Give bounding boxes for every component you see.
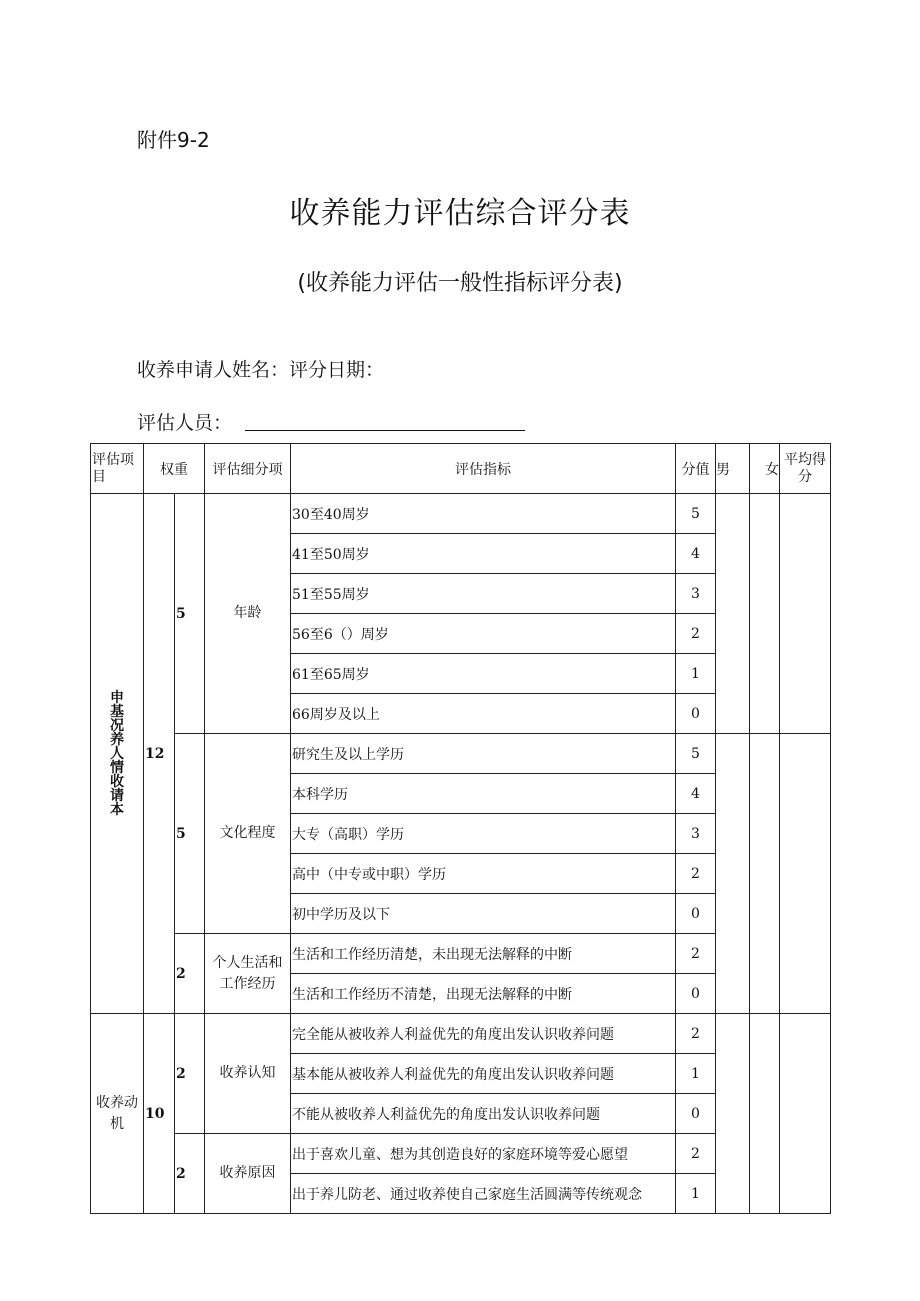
indicator-cell: 30至40周岁 — [291, 494, 676, 534]
header-weight: 权重 — [144, 444, 205, 494]
vertical-char: 情 — [110, 759, 124, 776]
score-cell: 4 — [676, 534, 716, 574]
indicator-cell: 研究生及以上学历 — [291, 734, 676, 774]
indicator-cell: 61至65周岁 — [291, 654, 676, 694]
vertical-char: 况 — [110, 717, 124, 734]
score-cell: 2 — [676, 1014, 716, 1054]
subitem-weight: 2 — [175, 1134, 205, 1214]
header-average: 平均得分 — [780, 444, 831, 494]
subitem-name: 文化程度 — [205, 734, 291, 934]
indicator-cell: 本科学历 — [291, 774, 676, 814]
indicator-cell: 51至55周岁 — [291, 574, 676, 614]
score-cell: 2 — [676, 854, 716, 894]
subitem-name: 收养认知 — [205, 1014, 291, 1134]
vertical-char: 养 — [110, 731, 124, 748]
vertical-char: 基 — [110, 703, 124, 720]
vertical-char: 人 — [110, 745, 124, 762]
group-label-line: 收养动 — [96, 1094, 138, 1111]
indicator-cell: 41至50周岁 — [291, 534, 676, 574]
group-label-line: 机 — [110, 1115, 124, 1132]
female-cell — [750, 734, 780, 1014]
subitem-name: 年龄 — [205, 494, 291, 734]
score-cell: 1 — [676, 1054, 716, 1094]
score-cell: 0 — [676, 1094, 716, 1134]
indicator-cell: 生活和工作经历不清楚，出现无法解释的中断 — [291, 974, 676, 1014]
indicator-cell: 出于喜欢儿童、想为其创造良好的家庭环境等爱心愿望 — [291, 1134, 676, 1174]
average-cell — [780, 734, 831, 1014]
header-indicator: 评估指标 — [291, 444, 676, 494]
header-item: 评估项目 — [91, 444, 144, 494]
score-cell: 4 — [676, 774, 716, 814]
indicator-cell: 基本能从被收养人利益优先的角度出发认识收养问题 — [291, 1054, 676, 1094]
page-subtitle: (收养能力评估一般性指标评分表) — [297, 271, 623, 296]
indicator-cell: 56至6（）周岁 — [291, 614, 676, 654]
subitem-weight: 2 — [175, 1014, 205, 1134]
header-female: 女 — [750, 444, 780, 494]
group-basic-info-label — [91, 494, 144, 1014]
score-cell: 5 — [676, 494, 716, 534]
score-cell: 3 — [676, 574, 716, 614]
assessor-label: 评估人员： — [137, 412, 233, 434]
subitem-name-line: 工作经历 — [219, 975, 276, 992]
vertical-char: 收 — [110, 773, 124, 790]
score-cell: 5 — [676, 734, 716, 774]
subitem-name — [205, 934, 291, 1014]
indicator-cell: 生活和工作经历清楚，未出现无法解释的中断 — [291, 934, 676, 974]
average-cell — [780, 1014, 831, 1214]
subitem-name: 收养原因 — [205, 1134, 291, 1214]
female-cell — [750, 494, 780, 734]
score-cell: 0 — [676, 894, 716, 934]
score-cell: 3 — [676, 814, 716, 854]
header-score: 分值 — [676, 444, 716, 494]
assessor-blank-line — [245, 430, 525, 431]
score-cell: 0 — [676, 694, 716, 734]
indicator-cell: 初中学历及以下 — [291, 894, 676, 934]
indicator-cell: 高中（中专或中职）学历 — [291, 854, 676, 894]
subitem-weight: 5 — [175, 734, 205, 934]
group-motivation-label — [91, 1014, 144, 1214]
indicator-cell: 66周岁及以上 — [291, 694, 676, 734]
average-cell — [780, 494, 831, 734]
vertical-char: 申 — [110, 689, 124, 706]
indicator-cell: 大专（高职）学历 — [291, 814, 676, 854]
score-cell: 1 — [676, 1174, 716, 1214]
score-table — [90, 443, 831, 1214]
subitem-weight: 5 — [175, 494, 205, 734]
page-title: 收养能力评估综合评分表 — [289, 196, 631, 231]
female-cell — [750, 1014, 780, 1214]
header-male: 男 — [716, 444, 750, 494]
indicator-cell: 完全能从被收养人利益优先的角度出发认识收养问题 — [291, 1014, 676, 1054]
score-cell: 1 — [676, 654, 716, 694]
score-cell: 0 — [676, 974, 716, 1014]
group-weight: 10 — [144, 1014, 175, 1214]
table-header-row — [91, 444, 831, 494]
male-cell — [716, 1014, 750, 1214]
score-cell: 2 — [676, 1134, 716, 1174]
vertical-char: 请 — [110, 787, 124, 804]
subitem-weight: 2 — [175, 934, 205, 1014]
score-cell: 2 — [676, 934, 716, 974]
applicant-name-date-line: 收养申请人姓名：评分日期： — [137, 359, 385, 381]
score-cell: 2 — [676, 614, 716, 654]
header-subitem: 评估细分项 — [205, 444, 291, 494]
subitem-name-line: 个人生活和 — [212, 954, 283, 971]
indicator-cell: 不能从被收养人利益优先的角度出发认识收养问题 — [291, 1094, 676, 1134]
table-row — [91, 1014, 831, 1054]
table-row — [91, 494, 831, 534]
group-weight: 12 — [144, 494, 175, 1014]
male-cell — [716, 734, 750, 1014]
vertical-char: 本 — [110, 801, 124, 818]
indicator-cell: 出于养儿防老、通过收养使自己家庭生活圆满等传统观念 — [291, 1174, 676, 1214]
attachment-label: 附件9-2 — [137, 128, 210, 152]
table-row — [91, 734, 831, 774]
male-cell — [716, 494, 750, 734]
